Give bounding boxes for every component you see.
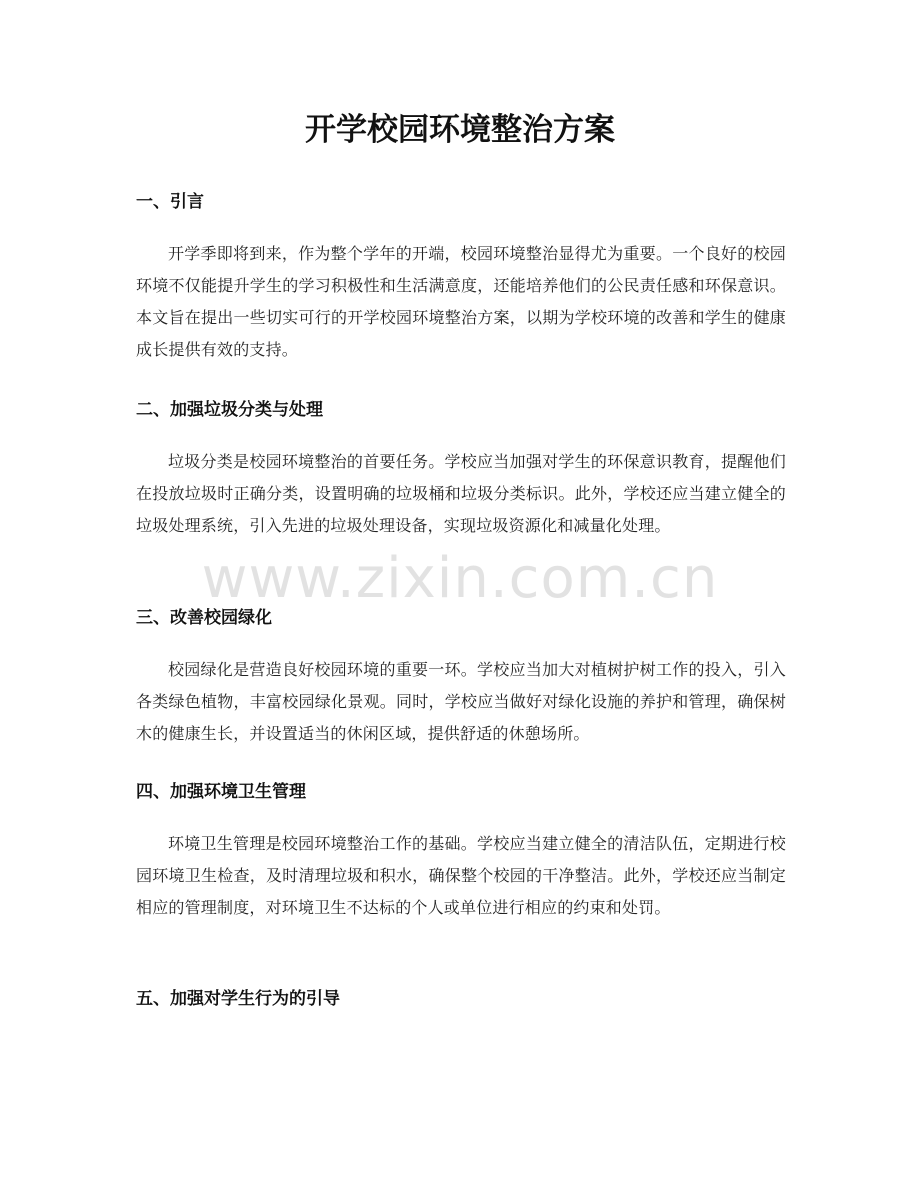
- document-title: 开学校园环境整治方案: [305, 112, 615, 148]
- section-garbage-sorting: [136, 398, 786, 542]
- section-student-guidance: [136, 987, 786, 1011]
- watermark: www.zixin.com.cn: [201, 546, 719, 611]
- section-heading: 五、加强对学生行为的引导: [136, 989, 340, 1009]
- section-campus-greening: [136, 606, 786, 750]
- section-heading: 三、改善校园绿化: [136, 608, 272, 628]
- section-heading: 四、加强环境卫生管理: [136, 782, 306, 802]
- section-paragraph: 校园绿化是营造良好校园环境的重要一环。学校应当加大对植树护树工作的投入，引入各类绿色植物，丰富校园绿化景观。同时，学校应当做好对绿化设施的养护和管理，确保树木的健康生长，并设置适当的休闲区域，提供舒适的休憩场所。: [136, 660, 786, 743]
- section-paragraph: 垃圾分类是校园环境整治的首要任务。学校应当加强对学生的环保意识教育，提醒他们在投放垃圾时正确分类，设置明确的垃圾桶和垃圾分类标识。此外，学校还应当建立健全的垃圾处理系统，引入先进的垃圾处理设备，实现垃圾资源化和减量化处理。: [136, 452, 786, 535]
- section-paragraph: 开学季即将到来，作为整个学年的开端，校园环境整治显得尤为重要。一个良好的校园环境不仅能提升学生的学习积极性和生活满意度，还能培养他们的公民责任感和环保意识。本文旨在提出一些切实可行的开学校园环境整治方案，以期为学校环境的改善和学生的健康成长提供有效的支持。: [136, 244, 786, 359]
- section-heading: 一、引言: [136, 192, 204, 212]
- section-sanitation-management: [136, 780, 786, 924]
- section-introduction: [136, 190, 786, 366]
- section-paragraph: 环境卫生管理是校园环境整治工作的基础。学校应当建立健全的清洁队伍，定期进行校园环境卫生检查，及时清理垃圾和积水，确保整个校园的干净整洁。此外，学校还应当制定相应的管理制度，对环境卫生不达标的个人或单位进行相应的约束和处罚。: [136, 834, 786, 917]
- section-heading: 二、加强垃圾分类与处理: [136, 400, 323, 420]
